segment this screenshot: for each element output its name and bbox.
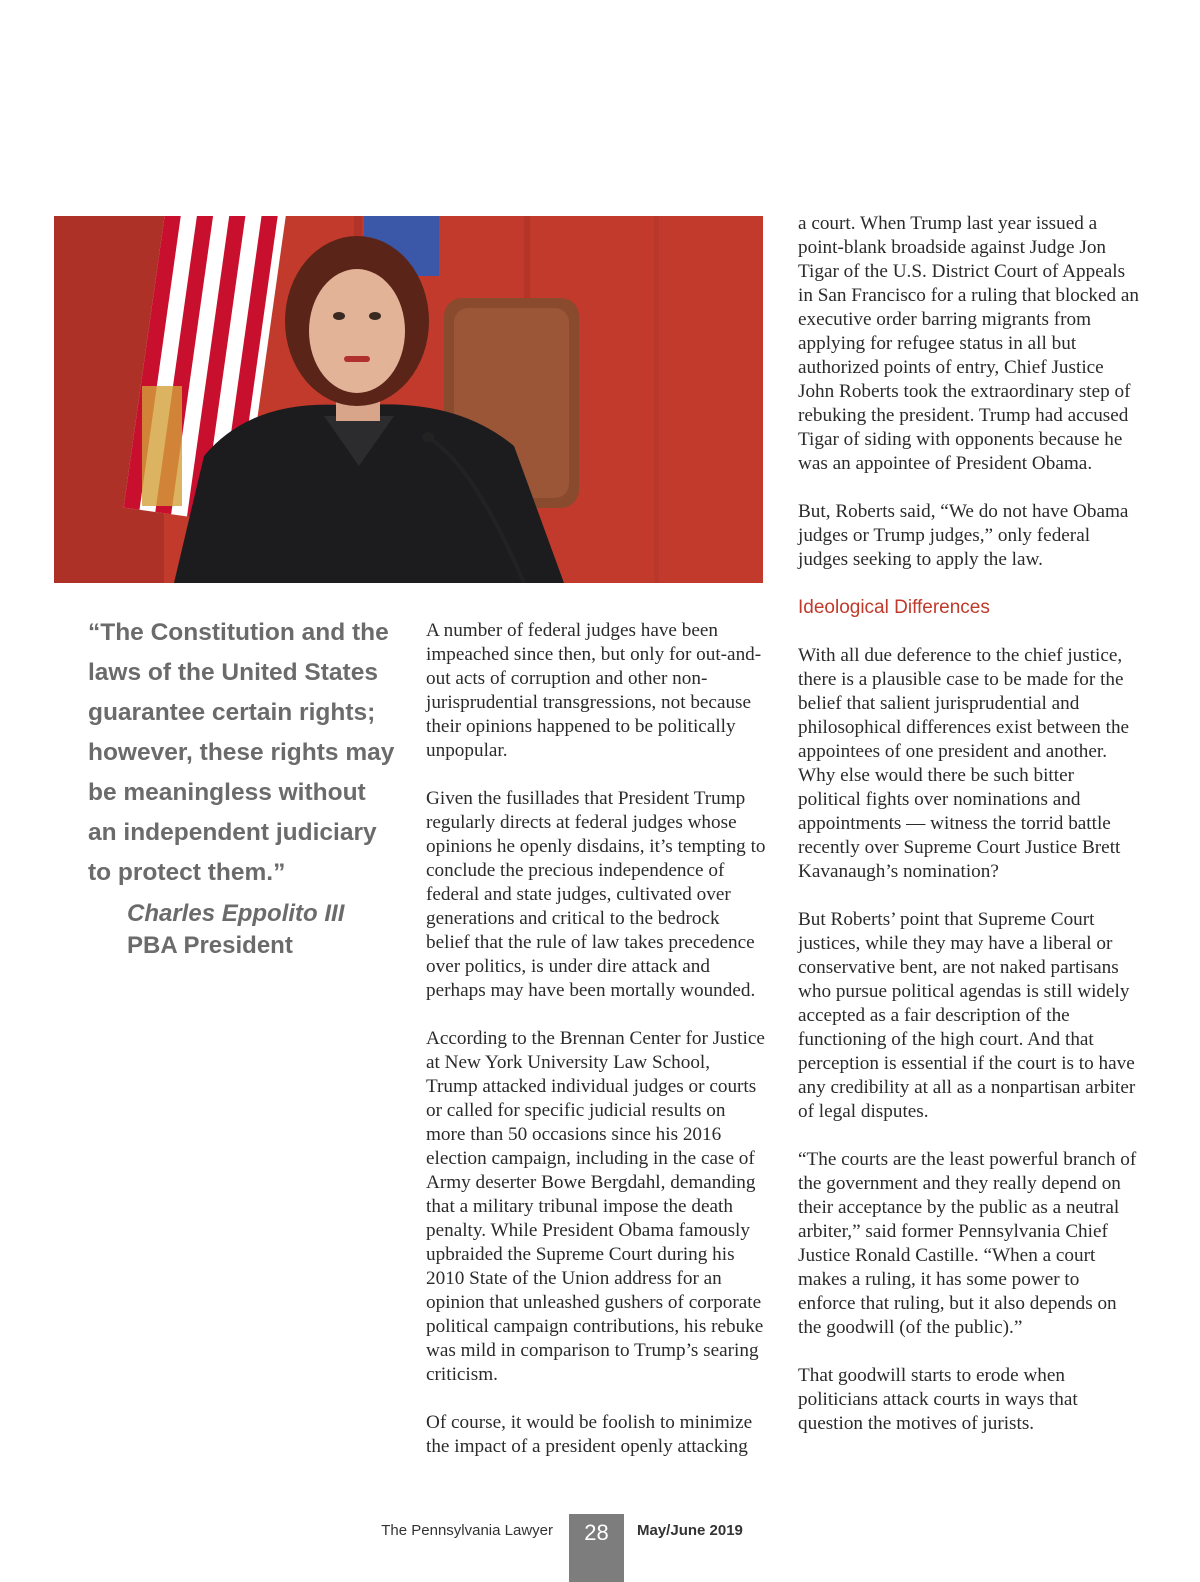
paragraph: That goodwill starts to erode when politicians attack courts in ways that question the motives of jurists. bbox=[798, 1365, 1078, 1434]
paragraph: A number of federal judges have been impeached since then, but only for out-and-out acts of corruption and other non-jurisprudential transgressions, not because their opinions happened to be politically unpopular. bbox=[426, 620, 762, 761]
quote-author-name: Charles Eppolito III bbox=[127, 900, 345, 927]
judge-photo bbox=[54, 216, 763, 583]
page-number: 28 bbox=[569, 1514, 624, 1582]
paragraph: “The courts are the least powerful branch of the government and they really depend on their acceptance by the public as a neutral arbiter,” said former Pennsylvania Chief Justice Ronald Castille. “When a court makes a ruling, it has some power to enforce that ruling, but it also depends on the goodwill (of the public).” bbox=[798, 1149, 1137, 1338]
pull-quote: “The Constitution and the laws of the United States guarantee certain rights; however, these rights may be meaningless without an independent judiciary to protect them.” bbox=[88, 619, 395, 886]
paragraph: But, Roberts said, “We do not have Obama judges or Trump judges,” only federal judges seeking to apply the law. bbox=[798, 501, 1129, 570]
page-footer bbox=[0, 1514, 1200, 1582]
pull-quote-attribution bbox=[127, 898, 387, 962]
section-subhead: Ideological Differences bbox=[798, 597, 990, 618]
paragraph: Given the fusillades that President Trump regularly directs at federal judges whose opinions he openly disdains, it’s tempting to conclude the precious independence of federal and state judges, cultivated over generations and critical to the bedrock belief that the rule of law takes precedence over politics, is under dire attack and perhaps may have been mortally wounded. bbox=[426, 788, 766, 1001]
paragraph: a court. When Trump last year issued a point-blank broadside against Judge Jon Tigar of the U.S. District Court of Appeals in San Francisco for a ruling that blocked an executive order barring migrants from applying for refugee status in all but authorized points of entry, Chief Justice John Roberts took the extraordinary step of rebuking the president. Trump had accused Tigar of siding with opponents because he was an appointee of President Obama. bbox=[798, 213, 1140, 474]
publication-name: The Pennsylvania Lawyer bbox=[381, 1522, 553, 1539]
paragraph: According to the Brennan Center for Justice at New York University Law School, Trump attacked individual judges or courts or called for specific judicial results on more than 50 occasions since his 2016 election campaign, including in the case of Army deserter Bowe Bergdahl, demanding that a military tribunal impose the death penalty. While President Obama famously upbraided the Supreme Court during his 2010 State of the Union address for an opinion that unleashed gushers of corporate political campaign contributions, his rebuke was mild in comparison to Trump’s searing criticism. bbox=[426, 1028, 765, 1385]
issue-date: May/June 2019 bbox=[637, 1522, 743, 1539]
paragraph: Of course, it would be foolish to minimize the impact of a president openly attacking bbox=[426, 1412, 753, 1457]
right-column-top bbox=[798, 212, 1140, 596]
quote-author-role: PBA President bbox=[127, 932, 293, 959]
middle-column bbox=[426, 619, 766, 1483]
paragraph: With all due deference to the chief justice, there is a plausible case to be made for the belief that salient jurisprudential and philosophical differences exist between the appointees of one president and another. Why else would there be such bitter political fights over nominations and appointments — witness the torrid battle recently over Supreme Court Justice Brett Kavanaugh’s nomination? bbox=[798, 645, 1130, 882]
paragraph: But Roberts’ point that Supreme Court justices, while they may have a liberal or conservative bent, are not naked partisans who pursue political agendas is still widely accepted as a fair description of the functioning of the high court. And that perception is essential if the court is to have any credibility at all as a nonpartisan arbiter of legal disputes. bbox=[798, 909, 1136, 1122]
right-column-bottom bbox=[798, 644, 1140, 1460]
